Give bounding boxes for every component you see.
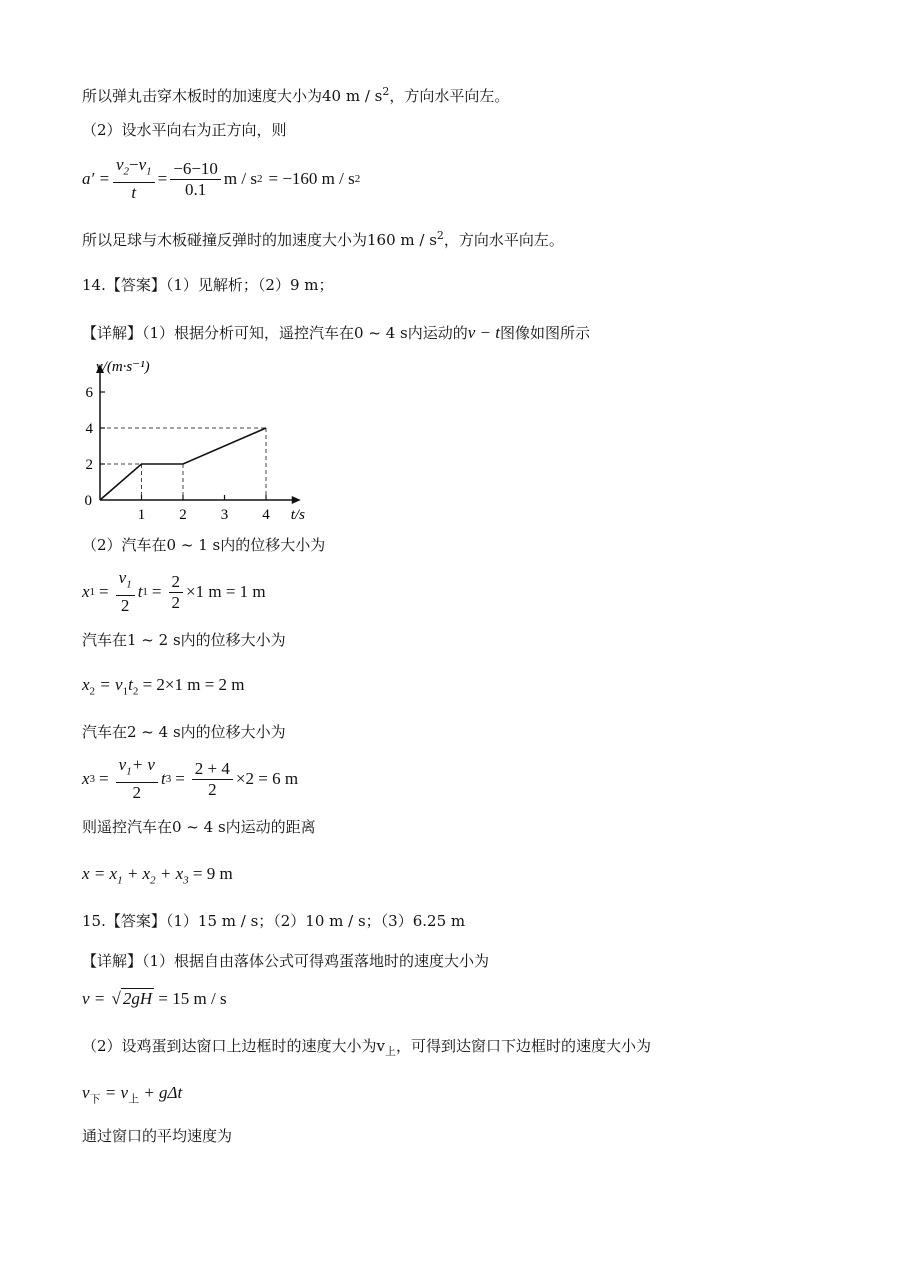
detail-14-vt: v − t: [467, 323, 500, 342]
origin-label: 0: [84, 493, 92, 509]
line-3-exp: 2: [436, 229, 444, 242]
text-line-5: [82, 630, 286, 650]
x-tick-label-2: 2: [179, 507, 187, 523]
eq-a-frac-2-num: −6−10: [170, 160, 221, 180]
eq-a-frac-1: [113, 156, 155, 201]
answer-15: [82, 911, 465, 931]
detail-14-tail: 图像如图所示: [499, 324, 590, 342]
line-8-tail: ，可得到达窗口下边框时的速度大小为: [396, 1037, 652, 1055]
sqrt-expression: √ 2gH: [111, 989, 153, 1008]
eq-x1-lhs: x: [82, 582, 90, 601]
eq-x3-frac-2: $\frac{2 + 4}{2}$: [192, 760, 233, 799]
line-8-sub: 上: [385, 1045, 397, 1058]
eq-x1-lhs-sub: 1: [89, 586, 96, 598]
x-tick-label-1: 1: [137, 507, 146, 523]
line-4-text: （2）汽车在0 ~ 1 s内的位移大小为: [82, 536, 326, 554]
detail-15-text: 【详解】（1）根据自由落体公式可得鸡蛋落地时的速度大小为: [82, 952, 490, 970]
line-2-text: （2）设水平向右为正方向，则: [82, 121, 287, 139]
y-axis-label: v/(m·s⁻¹): [96, 359, 150, 375]
eq-a-unit: m / s: [223, 169, 257, 188]
line-3-tail: ，方向水平向左。: [443, 231, 564, 249]
eq-x1-tail: ×1 m = 1 m: [186, 582, 266, 601]
eq-x3-frac-1: $\frac{v_1+ v}{2}$: [116, 756, 158, 801]
x-axis-label: t/s: [290, 507, 305, 523]
detail-15: [82, 951, 489, 971]
equation-x3: x 3 = $\frac{v_1+ v}{2}$ t 3 = $\frac{2 + 4}{2}$ ×2 = 6 m: [82, 755, 299, 802]
text-line-8: [82, 1036, 651, 1062]
eq-a-frac-1-num: $v_2-v_1$: [113, 156, 155, 182]
eq-a-result: = −160 m / s: [268, 169, 355, 188]
line-6-text: 汽车在2 ~ 4 s内的位移大小为: [82, 723, 286, 741]
eq-a-lhs: a′ =: [82, 169, 110, 188]
text-line-4: [82, 535, 325, 555]
equation-v-down: $v_下 = v_上 + g\Delta t$: [82, 1083, 183, 1106]
equation-acceleration: [82, 155, 360, 203]
y-tick-label-2: 2: [85, 457, 93, 473]
detail-14-text: 【详解】（1）根据分析可知，遥控汽车在0 ~ 4 s内运动的: [82, 324, 468, 342]
text-line-7: [82, 817, 316, 837]
eq-x1-t-sub: 1: [142, 586, 148, 598]
y-tick-label-6: 6: [85, 385, 93, 401]
eq-a-unit-exp: 2: [256, 173, 263, 185]
detail-14: [82, 323, 590, 343]
eq-a-frac-2: [170, 160, 221, 199]
line-1-text: 所以弹丸击穿木板时的加速度大小为40 m / s: [82, 87, 383, 105]
x-tick-label-3: 3: [220, 507, 229, 523]
eq-x1-t: t: [137, 582, 143, 601]
line-8-text: （2）设鸡蛋到达窗口上边框时的速度大小为v: [82, 1037, 386, 1055]
answer-14-text: 14.【答案】（1）见解析；（2）9 m；: [82, 276, 334, 294]
eq-x1-frac-2: $\frac{2}{2}$: [169, 573, 184, 612]
line-3-text: 所以足球与木板碰撞反弹时的加速度大小为160 m / s: [82, 231, 437, 249]
text-line-3: [82, 226, 564, 250]
eq-a-frac-1-den: t: [131, 182, 137, 202]
equation-v: v = √ 2gH = 15 m / s: [82, 986, 227, 1012]
answer-15-text: 15.【答案】（1）15 m / s；（2）10 m / s；（3）6.25 m: [82, 912, 466, 930]
text-line-2: [82, 120, 287, 140]
vt-chart: [80, 358, 320, 523]
x-axis-arrow: [292, 496, 301, 504]
x-tick-label-4: 4: [262, 507, 270, 523]
equation-x-total: $x = x_1 + x_2 + x_3 = 9$ m: [82, 864, 233, 887]
line-7-text: 则遥控汽车在0 ~ 4 s内运动的距离: [82, 818, 316, 836]
line-1-exp: 2: [382, 85, 390, 98]
line-9-text: 通过窗口的平均速度为: [82, 1127, 233, 1145]
eq-a-equals: =: [157, 169, 168, 188]
text-line-9: [82, 1126, 232, 1146]
equation-x1: x 1 = $\frac{v_1}{2}$ t 1 = $\frac{2}{2}$ ×1 m = 1 m: [82, 568, 266, 615]
line-1-tail: ，方向水平向左。: [389, 87, 510, 105]
text-line-6: [82, 722, 286, 742]
text-line-1: [82, 82, 509, 106]
answer-14: [82, 275, 333, 295]
equation-x2: $x_2 = v_1t_2 = 2\times 1$ m = 2 m: [82, 675, 245, 698]
eq-a-frac-2-den: 0.1: [184, 179, 207, 199]
line-5-text: 汽车在1 ~ 2 s内的位移大小为: [82, 631, 286, 649]
eq-a-result-exp: 2: [354, 173, 361, 185]
eq-x1-frac-1: $\frac{v_1}{2}$: [116, 569, 135, 614]
y-tick-label-4: 4: [85, 421, 93, 437]
